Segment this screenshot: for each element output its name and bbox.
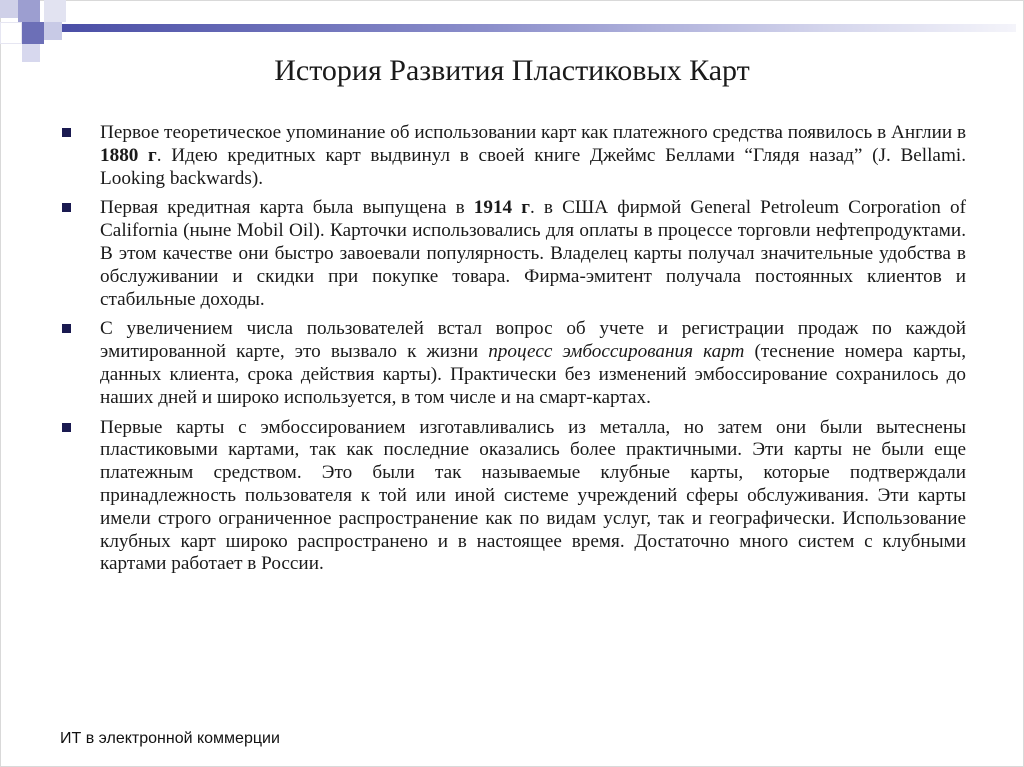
bullet-list bbox=[60, 122, 966, 583]
slide-footer: ИТ в электронной коммерции bbox=[60, 730, 280, 747]
bullet-text-segment: . в США фирмой General Petroleum Corporation of California (ныне Mobil Oil). Карточки использовались для оплаты в процессе торговли нефтепродуктами. В этом качестве они быстро завоевали популярность. Владелец карты получал значительные удобства в обслуживании и скидки при покупке товара. Фирма-эмитент получала постоянных клиентов и стабильные доходы. bbox=[100, 197, 966, 310]
bullet-text-segment: 1880 г bbox=[100, 144, 157, 166]
square-bullet-icon bbox=[62, 203, 71, 212]
bullet-text-segment: (теснение номера карты, данных клиента, срока действия карты). Практически без изменений эмбоссирование сохранилось до наших дней и широко используется, в том числе и на смарт-картах. bbox=[100, 341, 966, 408]
bullet-item bbox=[60, 417, 966, 577]
decor-square bbox=[0, 22, 22, 44]
square-bullet-icon bbox=[62, 128, 71, 137]
bullet-text-segment: С увеличением числа пользователей встал вопрос об учете и регистрации продаж по каждой эмитированной карте, это вызвало к жизни bbox=[100, 318, 966, 363]
bullet-text-segment: Первое теоретическое упоминание об использовании карт как платежного средства появилось в Англии в bbox=[100, 122, 966, 143]
bullet-item bbox=[60, 197, 966, 311]
bullet-item bbox=[60, 318, 966, 409]
header-gradient-bar bbox=[62, 24, 1016, 32]
decor-square bbox=[22, 22, 44, 44]
bullet-item bbox=[60, 122, 966, 190]
decor-square bbox=[44, 22, 62, 40]
bullet-text-segment: . Идею кредитных карт выдвинул в своей книге Джеймс Беллами “Глядя назад” (J. Bellami. Looking backwards). bbox=[100, 144, 966, 189]
square-bullet-icon bbox=[62, 423, 71, 432]
decor-square bbox=[0, 0, 18, 18]
bullet-text-segment: 1914 г bbox=[473, 197, 530, 219]
slide-title: История Развития Пластиковых Карт bbox=[274, 54, 750, 87]
bullet-text-segment: Первые карты с эмбоссированием изготавливались из металла, но затем они были вытеснены пластиковыми картами, так как последние оказались более практичными. Эти карты не были еще платежным средством. Это были так называемые клубные карты, которые подтверждали принадлежность пользователя к той или иной системе учреждений сферы обслуживания. Эти карты имели строго ограниченное распространение как по видам услуг, так и географически. Использование клубных карт широко распространено и в настоящее время. Достаточно много систем с клубными картами работает в России. bbox=[100, 416, 966, 575]
decor-square bbox=[18, 0, 40, 22]
bullet-text-segment: процесс эмбоссирования карт bbox=[488, 341, 745, 363]
square-bullet-icon bbox=[62, 324, 71, 333]
bullet-text-segment: Первая кредитная карта была выпущена в bbox=[100, 197, 474, 219]
decor-square bbox=[44, 0, 66, 22]
